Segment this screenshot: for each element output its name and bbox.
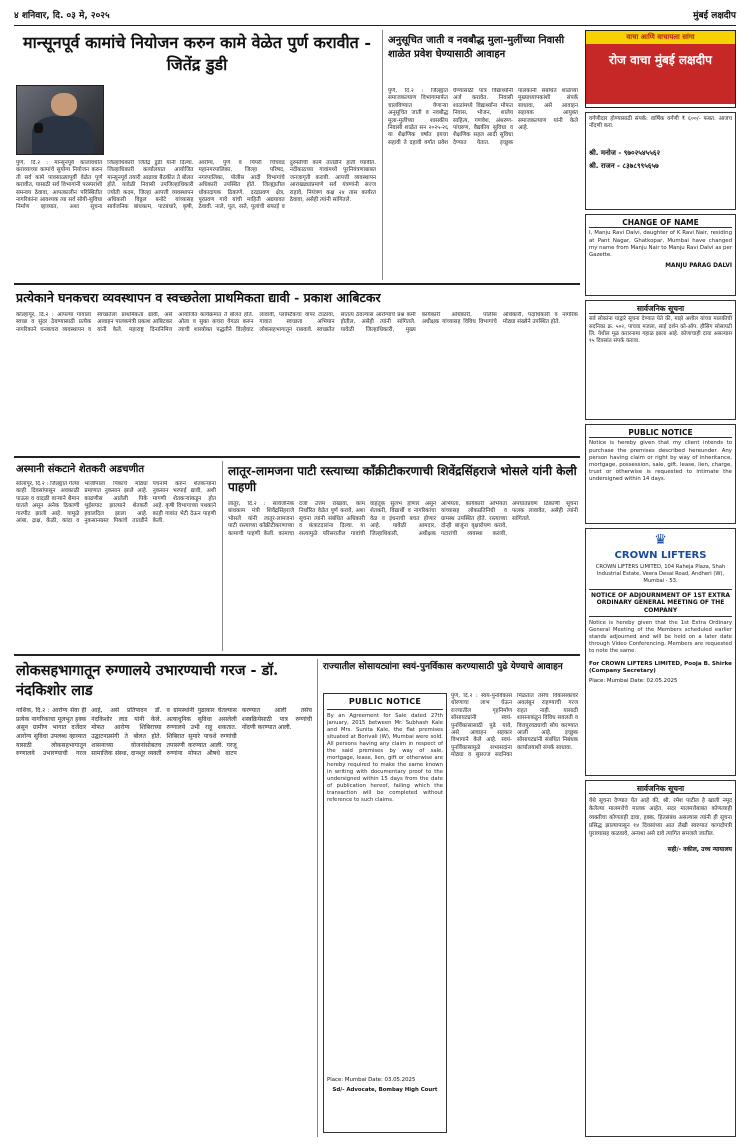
story-waste-management [14, 288, 580, 453]
notice3-sign: सही/- वकील, उच्च न्यायालय [667, 845, 732, 853]
crown-place: Place: Mumbai Date: 02.05.2025 [589, 677, 678, 684]
public-notice-title: PUBLIC NOTICE [327, 697, 443, 710]
story-monsoon [14, 30, 379, 280]
story-hospitals-body: नाशिक, दि.२ : आरोग्य सेवा ही प्रत्येक नागरिकाचा मूलभूत हक्क असून ग्रामीण भागात दर्जेदार आरोग्य सुविधा उपलब्ध व्हाव्यात यासाठी लोकसहभागातून रुग्णालये उभारण्याची गरज आहे, असे प्रतिपादन डॉ. नंदकिशोर लाड यांनी केले. मोफत आरोग्य शिबिराच्या उद्घाटनप्रसंगी ते बोलत होते. शासनाच्या योजनांसोबतच सामाजिक संस्था, दानशूर व्यक्ती व ग्रामस्थांनी पुढाकार घेतल्यास अत्याधुनिक सुविधा असलेली रुग्णालये उभी राहू शकतात. शिबिरात सुमारे पाचशे रुग्णांची तपासणी करण्यात आली. गरजू रुग्णांना मोफत औषधे वाटप करण्यात आली तसेच शस्त्रक्रियेसाठी पात्र रुग्णांची नोंदणी करण्यात आली. [16, 707, 312, 758]
notice1-body: सर्व लोकांना याद्वारे सूचना देण्यात येते की, माझे अशील यांच्या मालकीची सदनिका क्र. ५०२, पाचवा मजला, साई दर्शन को-ऑप. हौसिंग सोसायटी लि. येथील मूळ करारनामा गहाळ झाला आहे. कोणाचाही दावा असल्यास १५ दिवसांत संपर्क करावा. [589, 316, 732, 344]
story-farmers-body: सोलापूर, दि.२ : जिल्ह्यात गेल्या काही दिवसांपासून अवकाळी पाऊस व वादळी वाऱ्याने थैमान घातले असून अनेक ठिकाणी गारपीट झाली आहे. यामुळे आंबा, द्राक्ष, केळी, कांदा व भाजीपाला पिकांचे मोठ्या प्रमाणात नुकसान झाले आहे. काढणीस आलेली पिके भुईसपाट झाल्याने शेतकरी हवालदिल झाला आहे. नुकसानग्रस्त पिकांचे तातडीने पंचनामे करुन शेतकऱ्यांना नुकसान भरपाई द्यावी, अशी मागणी शेतकऱ्यांकडून होत आहे. कृषी विभागाच्या पथकाने काही गावांत भेटी देऊन पाहणी केली. [16, 481, 216, 524]
subscription-text: वर्गणीदार होण्यासाठी संपर्क: वार्षिक वर्गणी ₹ ६००/- फक्त. आजच नोंदणी करा. [589, 116, 732, 130]
story-latur-headline[interactable]: लातूर-लामजना पाटी रस्त्याच्या काँक्रीटीकरणाची शिवेंद्रसिंहराजे भोसले यांनी केली पाहणी [228, 464, 577, 495]
change-of-name-sign: MANJU PARAG DALVI [665, 262, 732, 269]
official-portrait-photo [16, 85, 104, 155]
story-redevelopment-body: पुणे, दि.२ : स्वयं-पुनर्विकास धोरणाचा लाभ घेऊन राज्यातील गृहनिर्माण सोसायट्यांनी स्वयं-पुनर्विकासासाठी पुढे यावे, असे आवाहन सहकार विभागाने केले आहे. स्वयं-पुनर्विकासामुळे सभासदांना मोठ्या व सुसज्ज सदनिका मिळतात तसेच विकासकावर अवलंबून राहण्याची गरज राहत नाही. यासाठी शासनाकडून विविध सवलती व वित्तपुरवठ्याची सोय करण्यात आली आहे. इच्छुक सोसायट्यांनी संबंधित निबंधक कार्यालयाशी संपर्क साधावा. [451, 693, 578, 758]
public-notice-marathi-1 [585, 300, 736, 420]
story-school-body: पुणे, दि.२ : जिल्ह्यात समाजकल्याण विभागामार्फत चालविण्यात येणाऱ्या अनुसूचित जाती व नवबौद्ध मुला-मुलींच्या शासकीय निवासी शाळेत सन २०२५-२६ या शैक्षणिक वर्षात इयत्ता सहावी ते दहावी वर्गात प्रवेश घेण्यासाठी पात्र विद्यार्थ्यांनी अर्ज करावेत. निवासी शाळांमध्ये विद्यार्थ्यांना मोफत निवास, भोजन, शालेय साहित्य, गणवेश, अंथरुण-पांघरुण, वैद्यकीय सुविधा व शैक्षणिक सहल आदी सुविधा देण्यात येतात. इच्छुक पालकांनी संबंधित शाळेच्या मुख्याध्यापकांशी संपर्क साधावा, असे आवाहन सहायक आयुक्त समाजकल्याण यांनी केले आहे. [388, 88, 578, 146]
crown-logo-icon: ♛ [654, 532, 667, 548]
crown-company-name: CROWN LIFTERS [614, 549, 707, 561]
subscription-phone-1: श्री. मनोज - ९७०२५४५५६२ [589, 148, 661, 157]
story-farmers-crisis [14, 461, 219, 651]
crown-address: CROWN LIFTERS LIMITED, 104 Raheja Plaza, Shah Industrial Estate, Veera Desai Road, Andheri (W), Mumbai - 53. [595, 564, 726, 584]
story-school-headline[interactable]: अनुसूचित जाती व नवबौद्ध मुला-मुलींच्या निवासी शाळेत प्रवेश घेण्यासाठी आवाहन [388, 35, 565, 60]
story-latur-road [226, 461, 580, 651]
notice3-body: येथे सूचना देण्यात येत आहे की, श्री. रमेश पाटील हे खाली नमूद केलेल्या मालमत्तेचे मालक आहेत. सदर मालमत्तेबाबत कोणत्याही व्यक्तीचा कोणताही दावा, हक्क, हितसंबंध असल्यास त्यांनी ही सूचना प्रसिद्ध झाल्यापासून १४ दिवसांच्या आत लेखी स्वरुपात कागदोपत्री पुराव्यासह कळवावे, अन्यथा असे दावे त्यागित समजले जातील. [589, 798, 732, 837]
sidebar-classifieds [585, 30, 736, 1140]
story-hospitals [14, 659, 314, 1137]
notice3-title: सार्वजनिक सूचना [589, 784, 732, 794]
crown-notice-title: NOTICE OF ADJOURNMENT OF 1ST EXTRA ORDINARY GENERAL MEETING OF THE COMPANY [589, 589, 732, 618]
story-latur-body: लातूर, दि.२ : सार्वजनिक बांधकाम मंत्री शिवेंद्रसिंहराजे भोसले यांनी लातूर-लामजना पाटी रस्त्याच्या काँक्रीटीकरणाच्या कामाची पाहणी केली. कामाचा दर्जा उत्तम राखावा, काम निर्धारित वेळेत पूर्ण करावे, अशा सूचना त्यांनी संबंधित अधिकारी व कंत्राटदारांना दिल्या. या रस्त्यामुळे परिसरातील गावांची वाहतूक सुलभ होणार असून शेतकरी, विद्यार्थी व नागरिकांचा वेळ व इंधनाची बचत होणार आहे. यावेळी आमदार, जिल्हाधिकारी, अधीक्षक अभियंता, कार्यकारी अभियंता यांच्यासह लोकप्रतिनिधी व ग्रामस्थ उपस्थित होते. रस्त्याच्या दोन्ही बाजूंना वृक्षारोपण करावे, गटारांची व्यवस्था करावी, अपघातप्रवण ठिकाणी सूचना फलक लावावेत, असेही त्यांनी सांगितले. [228, 501, 578, 537]
promo-top-strip: वाचा आणि वाचायला सांगा [586, 31, 735, 44]
story-monsoon-headline[interactable]: मान्सूनपूर्व कामांचे नियोजन करुन कामे वेळेत पुर्ण करावीत - जितेंद्र डुडी [23, 33, 371, 74]
story-farmers-headline[interactable]: अस्मानी संकटाने शेतकरी अडचणीत [16, 464, 145, 475]
story-waste-headline[interactable]: प्रत्येकाने घनकचरा व्यवस्थापन व स्वच्छतेला प्राथमिकता द्यावी - प्रकाश आबिटकर [16, 290, 381, 305]
public-notice-signoff: Sd/- Advocate, Bombay High Court [332, 1086, 438, 1093]
story-hospitals-headline[interactable]: लोकसहभागातून रुग्णालये उभारण्याची गरज - डॉ. नंदकिशोर लाड [16, 662, 279, 700]
public-notice-english-2 [585, 424, 736, 524]
change-of-name-body: I, Manju Ravi Dalvi, daughter of K Ravi Nair, residing at Pant Nagar, Ghatkopar, Mumbai have changed my name from Manju Nair to Manju Ravi Dalvi as per Gazette. [589, 230, 732, 258]
public-notice-box [323, 693, 447, 1133]
notice2-body: Notice is hereby given that my client intends to purchase the premises described hereunder. Any person having claim or right by way of inheritance, mortgage, possession, sale, gift, lease, lien, charge, trust or otherwise is requested to intimate the undersigned within 14 days. [589, 440, 732, 482]
subscription-box [585, 112, 736, 210]
main-content [14, 30, 580, 1140]
notice2-title: PUBLIC NOTICE [589, 428, 732, 438]
story-self-redevelopment [321, 659, 580, 1137]
promo-main-text: रोज वाचा मुंबई लक्षदीप [586, 44, 735, 104]
crown-sign: For CROWN LIFTERS LIMITED, Pooja B. Shirke (Company Secretary) [589, 661, 732, 674]
change-of-name-box [585, 214, 736, 296]
crown-notice-body: Notice is hereby given that the 1st Extra Ordinary General Meeting of the Members scheduled earlier stands adjourned and will be held on a later date through Video Conferencing. Members are requested to note the same. [589, 620, 732, 655]
notice1-title: सार्वजनिक सूचना [589, 304, 732, 314]
public-notice-place: Place: Mumbai Date: 03.05.2025 [327, 1077, 416, 1083]
newspaper-name: मुंबई लक्षदीप [693, 11, 736, 21]
crown-lifters-notice [585, 528, 736, 776]
subscription-phone-2: श्री. राजन - ८३७८९९५६५७ [589, 161, 659, 170]
public-notice-marathi-3 [585, 780, 736, 1137]
page-header [14, 8, 736, 26]
story-school-admission [386, 30, 580, 280]
change-of-name-title: CHANGE OF NAME [589, 218, 732, 228]
story-waste-body: कोल्हापूर, दि.२ : आपल्या गावाला स्वच्छ व सुंदर ठेवण्यासाठी प्रत्येक नागरिकाने घनकचरा व्यवस्थापन व स्वच्छतेला प्राथमिकता द्यावी, असे आवाहन पालकमंत्री प्रकाश आबिटकर यांनी केले. महाराष्ट्र दिनानिमित्त आयोजित कार्यक्रमात ते बोलत होते. ओला व सुका कचरा वेगळा करुन त्याची शास्त्रोक्त पद्धतीने विल्हेवाट लावावी, प्लास्टिकचा वापर टाळावा, गावात स्वच्छता अभियान लोकसहभागातून राबवावे. स्वच्छतेत सातत्य ठेवल्यास आरोग्याचे प्रश्न कमी होतील, असेही त्यांनी सांगितले. यावेळी जिल्हाधिकारी, मुख्य कार्यकारी अधिकारी, पोलीस अधीक्षक यांच्यासह विविध विभागांचे अधिकारी, पदाधिकारी व नागरिक मोठ्या संख्येने उपस्थित होते. [16, 312, 578, 333]
story-redevelopment-headline[interactable]: राज्यातील सोसायट्यांना स्वयं-पुनर्विकास करण्यासाठी पुढे येण्याचे आवाहन [323, 662, 563, 672]
page-number-date: ४ शनिवार, दि. ०३ मे, २०२५ [14, 11, 110, 21]
newspaper-promo-ad[interactable] [585, 30, 736, 108]
public-notice-body: By an Agreement for Sale dated 27th January, 2015 between Mr. Subhash Kale and Mrs. Sunita Kale, the flat premises situated at Borivali (W), Mumbai were sold. All persons having any claim in respect of the said premises by way of sale, mortgage, lease, lien, gift or otherwise are hereby required to make the same known in writing with documentary proof to the undersigned within 15 days from the date of publication hereof, failing which the transaction will be completed without reference to such claims. [327, 713, 443, 803]
story-monsoon-body: पुणे, दि.२ : मान्सूनपूर्व कालावधीत कराव्याच्या कामांचे सुयोग्य नियोजन करुन ती सर्व कामे पावसाळ्यापूर्वी वेळेत पूर्ण करावीत, यासाठी सर्व विभागांनी परस्परांशी समन्वय ठेवावा, आपत्कालीन परिस्थितीत नागरिकांना आवश्यक त्या सर्व सोयी-सुविधा निर्माण व्हाव्यात, अशा सूचना जिल्हाधिकारी जितेंद्र डुडी यांनी दिल्या. जिल्हाधिकारी कार्यालयात आयोजित मान्सूनपूर्व तयारी आढावा बैठकीत ते बोलत होते. यावेळी निवासी उपजिल्हाधिकारी ज्योती कदम, जिल्हा आपत्ती व्यवस्थापन अधिकारी विठ्ठल बनोटे यांच्यासह सार्वजनिक बांधकाम, पाटबंधारे, कृषी, आरोग्य, पुणे व पिंपरी चिंचवड महानगरपालिका, जिल्हा परिषद, नगरपालिका, पोलीस आदी विभागांचे अधिकारी उपस्थित होते. जिल्ह्यातील धोकादायक ठिकाणे, दरडप्रवण क्षेत्र, पूरप्रवण गावे यांची माहिती अद्ययावत ठेवावी. नाले, पूल, रस्ते, पूलांची सफाई व दुरुस्तीची कामे तातडीने हाती घ्यावीत. नदीकाठच्या गावांमध्ये पूरनियंत्रणाबाबत जनजागृती करावी. आपत्ती व्यवस्थापन आराखड्याप्रमाणे सर्व यंत्रणांनी सज्ज राहावे, नियंत्रण कक्ष २४ तास कार्यरत ठेवावा, असेही त्यांनी सांगितले. [16, 160, 376, 211]
